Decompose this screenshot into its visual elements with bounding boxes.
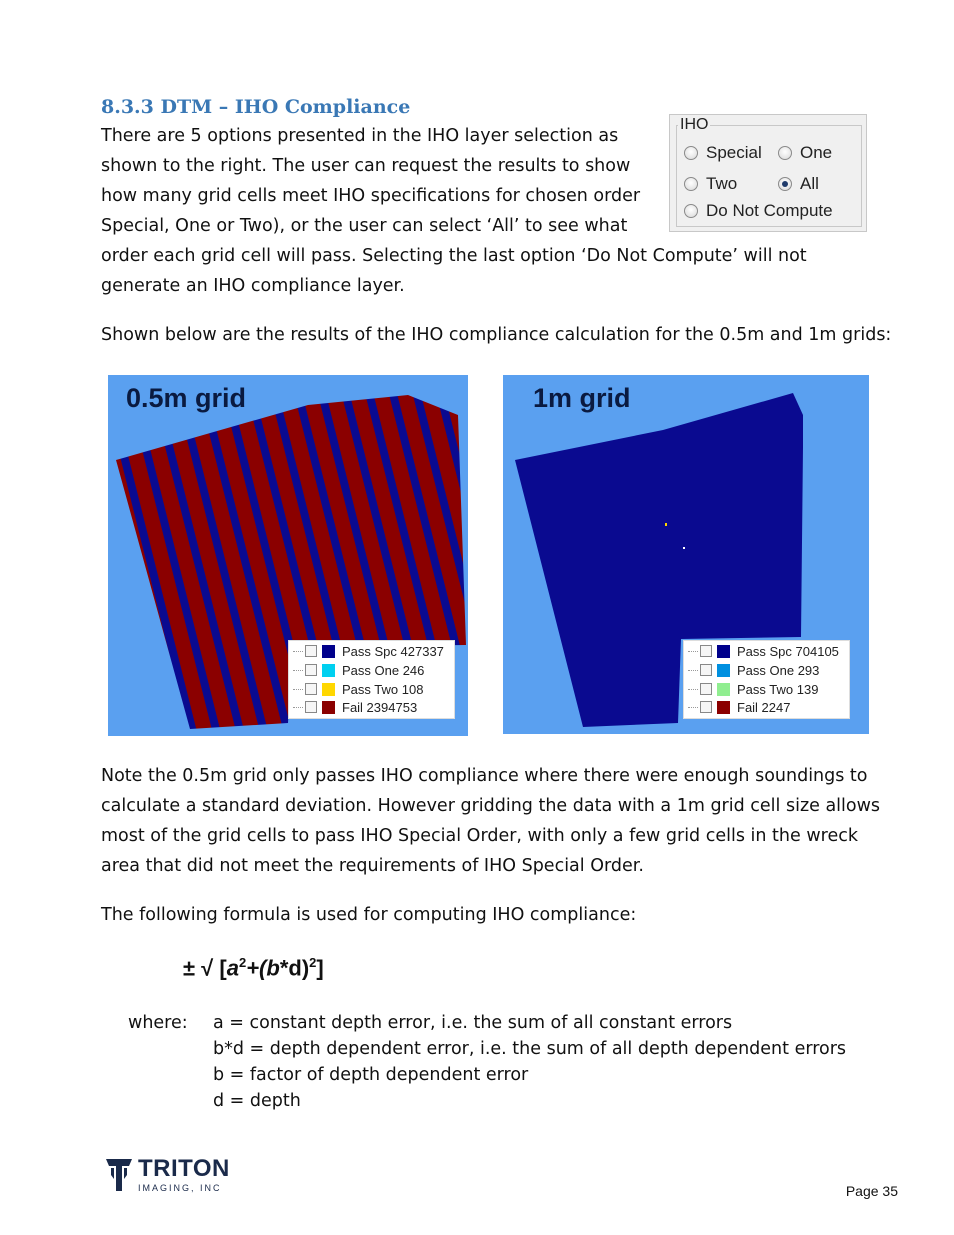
where-line: a = constant depth error, i.e. the sum of all constant errors xyxy=(213,1013,733,1033)
radio-circle-icon xyxy=(684,146,698,160)
checkbox-icon[interactable] xyxy=(305,664,317,676)
color-swatch xyxy=(322,683,335,696)
legend-item: Pass Two 139 xyxy=(688,680,818,698)
formula-intro: The following formula is used for computing IHO compliance: xyxy=(101,905,637,925)
radio-circle-icon xyxy=(684,204,698,218)
checkbox-icon[interactable] xyxy=(305,683,317,695)
where-line: b*d = depth dependent error, i.e. the sum of all depth dependent errors xyxy=(213,1039,847,1059)
color-swatch xyxy=(717,701,730,714)
color-swatch xyxy=(717,645,730,658)
iho-formula: ± √ $[a^2+(b*d)^2]$ xyxy=(183,955,324,981)
checkbox-icon[interactable] xyxy=(305,701,317,713)
intro-line: generate an IHO compliance layer. xyxy=(101,276,405,296)
radio-label: Special xyxy=(706,143,762,162)
legend-item: Fail 2394753 xyxy=(293,698,417,716)
checkbox-icon[interactable] xyxy=(700,683,712,695)
radio-two[interactable] xyxy=(684,174,737,194)
legend-item: Pass Spc 427337 xyxy=(293,642,444,660)
triton-logo xyxy=(105,1157,230,1193)
radio-one[interactable] xyxy=(778,143,832,163)
logo-subtitle: IMAGING, INC xyxy=(138,1183,222,1193)
legend-item: Pass One 293 xyxy=(688,661,819,679)
radio-circle-icon xyxy=(778,146,792,160)
color-swatch xyxy=(717,664,730,677)
color-swatch xyxy=(322,701,335,714)
grid-one-label: 1m grid xyxy=(533,383,631,413)
legend-item: Fail 2247 xyxy=(688,698,790,716)
grid-half-label: 0.5m grid xyxy=(126,383,247,413)
radio-do-not-compute[interactable] xyxy=(684,201,833,221)
grid-half-meter-image xyxy=(108,375,468,736)
where-line: d = depth xyxy=(213,1091,301,1111)
checkbox-icon[interactable] xyxy=(700,664,712,676)
checkbox-icon[interactable] xyxy=(700,701,712,713)
iho-group-title: IHO xyxy=(680,116,709,133)
legend-item: Pass Spc 704105 xyxy=(688,642,839,660)
grid-one-legend xyxy=(683,640,850,719)
page-number: Page 35 xyxy=(845,1183,898,1199)
intro-line: Special, One or Two), or the user can select ‘All’ to see what xyxy=(101,216,628,236)
legend-item: Pass Two 108 xyxy=(293,680,423,698)
radio-circle-icon xyxy=(684,177,698,191)
intro-line: There are 5 options presented in the IHO layer selection as xyxy=(101,126,619,146)
grid-half-legend xyxy=(288,640,455,719)
where-label: where: xyxy=(128,1013,188,1033)
legend-item: Pass One 246 xyxy=(293,661,424,679)
checkbox-icon[interactable] xyxy=(305,645,317,657)
note-line: calculate a standard deviation. However gridding the data with a 1m grid cell size allows xyxy=(101,796,881,816)
checkbox-icon[interactable] xyxy=(700,645,712,657)
section-heading: 8.3.3 DTM – IHO Compliance xyxy=(101,96,411,118)
trident-logo-icon xyxy=(105,1157,133,1193)
color-swatch xyxy=(322,645,335,658)
radio-label: All xyxy=(800,174,819,193)
intro-line: order each grid cell will pass. Selecting the last option ‘Do Not Compute’ will not xyxy=(101,246,807,266)
intro-line: shown to the right. The user can request the results to show xyxy=(101,156,631,176)
where-line: b = factor of depth dependent error xyxy=(213,1065,529,1085)
radio-selected-icon xyxy=(778,177,792,191)
color-swatch xyxy=(322,664,335,677)
radio-label: One xyxy=(800,143,833,162)
note-line: most of the grid cells to pass IHO Special Order, with only a few grid cells in the wreck xyxy=(101,826,858,846)
color-swatch xyxy=(717,683,730,696)
note-line: Note the 0.5m grid only passes IHO compliance where there were enough soundings to xyxy=(101,766,868,786)
radio-label: Two xyxy=(706,174,738,193)
radio-all[interactable] xyxy=(778,174,819,194)
radio-special[interactable] xyxy=(684,143,762,163)
shown-below-text: Shown below are the results of the IHO compliance calculation for the 0.5m and 1m grids: xyxy=(101,325,892,345)
radio-label: Do Not Compute xyxy=(706,201,833,220)
note-line: area that did not meet the requirements of IHO Special Order. xyxy=(101,856,644,876)
grid-one-meter-image xyxy=(503,375,869,734)
intro-line: how many grid cells meet IHO specifications for chosen order xyxy=(101,186,641,206)
iho-options-panel xyxy=(669,114,867,232)
logo-name: TRITON xyxy=(138,1155,230,1182)
